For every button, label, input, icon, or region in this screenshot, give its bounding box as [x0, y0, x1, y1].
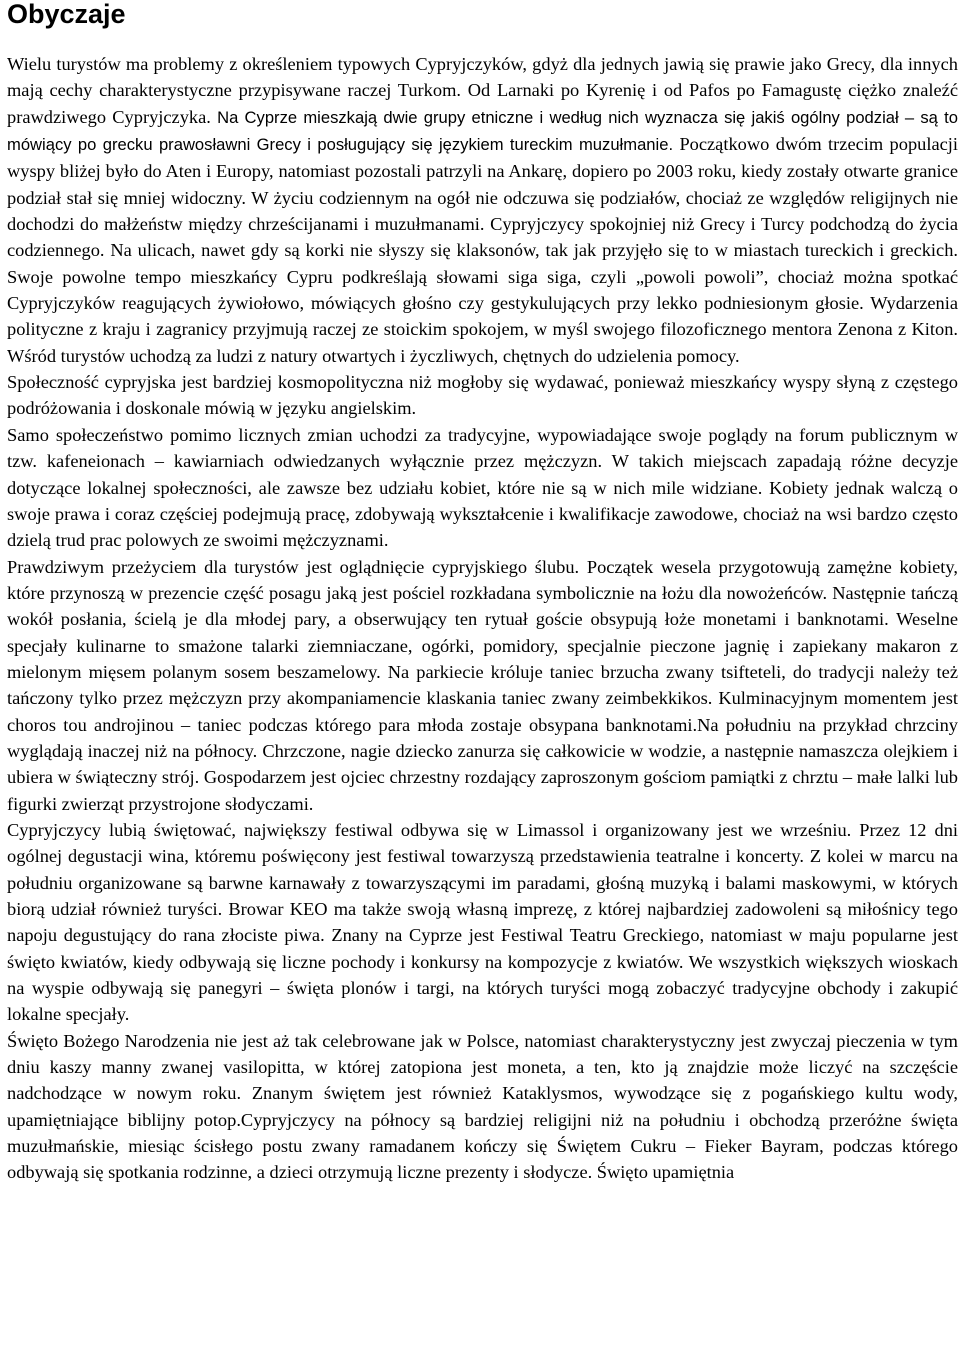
- title-spacer: [7, 28, 958, 51]
- body-paragraph: [7, 422, 958, 554]
- body-paragraph: [7, 554, 958, 817]
- paragraph-text: Społeczność cypryjska jest bardziej kosmopolityczna niż mogłoby się wydawać, ponieważ mieszkańcy wyspy słyną z częstego podróżowania i doskonale mówią w języku angielskim.: [7, 372, 958, 419]
- paragraph-text: Cypryjczycy lubią świętować, największy festiwal odbywa się w Limassol i organizowany jest we wrześniu. Przez 12 dni ogólnej degustacji wina, któremu poświęcony jest festiwal towarzyszą przedstawienia teatralne i koncerty. Z kolei w marcu na południu organizowane są barwne karnawały z towarzyszącymi im paradami, głośną muzyką i balami maskowymi, w których biorą udział również turyści. Browar KEO ma także swoją własną imprezę, z której najbardziej zadowoleni są miłośnicy tego napoju degustujący do rana złociste piwa. Znany na Cyprze jest Festiwal Teatru Greckiego, natomiast w maju popularne jest święto kwiatów, kiedy odbywają się liczne pochody i konkursy na kompozycje z kwiatów. We wszystkich większych wioskach na wyspie odbywają się panegyri – święta plonów i targi, na których turyści mogą zobaczyć tradycyjne obchody i zakupić lokalne specjały.: [7, 819, 958, 1025]
- paragraph-text: Samo społeczeństwo pomimo licznych zmian uchodzi za tradycyjne, wypowiadające swoje poglądy na forum publicznym w tzw. kafeneionach – kawiarniach odwiedzanych wyłącznie przez mężczyzn. W takich miejscach zapadają różne decyzje dotyczące lokalnej społeczności, ale zawsze bez udziału kobiet, które nie są w nich mile widziane. Kobiety jednak walczą o swoje prawa i coraz częściej podejmują pracę, zdobywają wykształcenie i kwalifikacje zawodowe, chociaż na wsi bardzo często dzielą trud prac polowych ze swoimi mężczyznami.: [7, 424, 958, 551]
- document-page: [7, 0, 958, 1370]
- page-title: Obyczaje: [7, 0, 126, 29]
- document-body: [7, 51, 958, 1186]
- paragraph-text: Prawdziwym przeżyciem dla turystów jest oglądnięcie cypryjskiego ślubu. Początek wesela przygotowują zamężne kobiety, które przynoszą w prezencie część posagu jaką jest pościel rozkładana symbolicznie na łożu dla nowożeńców. Następnie tańczą wokół posłania, ścielą je dla młodej pary, a obserwujący ten rytuał goście obsypują łoże monetami i banknotami. Weselne specjały kulinarne to smażone talarki ziemniaczane, ogórki, pomidory, specjalnie pieczone jagnię i zapiekany makaron z mielonym mięsem polanym sosem beszamelowy. Na parkiecie króluje taniec brzucha zwany tsifteteli, do tradycji należy też tańczony tylko przez mężczyzn przy akompaniamencie klaskania taniec zwany zeimbekkikos. Kulminacyjnym momentem jest choros tou androjinou – taniec podczas którego para młoda zostaje obsypana banknotami.Na południu na przykład chrzciny wyglądają inaczej niż na północy. Chrzczone, nagie dziecko zanurza się całkowicie w wodzie, a następnie namaszcza olejkiem i ubiera w świąteczny strój. Gospodarzem jest ojciec chrzestny rozdający zaproszonym gościom pamiątki z chrztu – małe lalki lub figurki zwierząt przystrojone słodyczami.: [7, 556, 958, 814]
- body-paragraph: [7, 817, 958, 1028]
- body-paragraph: [7, 369, 958, 422]
- paragraph-text: Wielu turystów ma problemy z określeniem typowych Cypryjczyków, gdyż dla jednych jawią się prawie jako Grecy, dla innych mają cechy charakterystyczne przypisywane raczej Turkom. Od Larnaki po Kyrenię i od Pafos po Famagustę ciężko znaleźć prawdziwego Cypryjczyka.: [7, 54, 958, 127]
- paragraph-text: Na Cyprze mieszkają dwie grupy etniczne i według nich wyznacza się jakiś ogólny podział – są to mówiący po grecku prawosławni Grecy i posługujący się językiem tureckim muzułmanie.: [7, 107, 958, 155]
- body-paragraph: [7, 51, 958, 369]
- body-paragraph: [7, 1028, 958, 1186]
- paragraph-text: Początkowo dwóm trzecim populacji wyspy bliżej było do Aten i Europy, natomiast pozostali patrzyli na Ankarę, dopiero po 2003 roku, kiedy zostały otwarte granice podział stał się mniej widoczny. W życiu codziennym na ogół nie odczuwa się podziałów, chociaż ze względów religijnych nie dochodzi do małżeństw między chrześcijanami i muzułmanami. Cypryjczycy spokojniej niż Grecy i Turcy podchodzą do życia codziennego. Na ulicach, nawet gdy są korki nie słyszy się klaksonów, tak jak przyjęło się to w miastach tureckich i greckich. Swoje powolne tempo mieszkańcy Cypru podkreślają słowami siga siga, czyli „powoli powoli”, chociaż można spotkać Cypryjczyków reagujących żywiołowo, mówiących głośno czy gestykulujących przy lekko podniesionym głosie. Wydarzenia polityczne z kraju i zagranicy przyjmują raczej ze stoickim spokojem, w myśl swojego filozoficznego mentora Zenona z Kiton. Wśród turystów uchodzą za ludzi z natury otwartych i życzliwych, chętnych do udzielenia pomocy.: [7, 134, 958, 366]
- paragraph-text: Święto Bożego Narodzenia nie jest aż tak celebrowane jak w Polsce, natomiast charakterystyczny jest zwyczaj pieczenia w tym dniu kaszy manny zwanej vasilopitta, w której zatopiona jest moneta, a ten, kto ją znajdzie może liczyć na szczęście nadchodzące w nowym roku. Znanym świętem jest również Kataklysmos, wywodzące się z pogańskiego kultu wody, upamiętniające biblijny potop.Cypryjczycy na północy są bardziej religijni niż na południu i obchodzą przeróżne święta muzułmańskie, miesiąc ścisłego postu zwany ramadanem kończy się Świętem Cukru – Fieker Bayram, podczas którego odbywają się spotkania rodzinne, a dzieci otrzymują liczne prezenty i słodycze. Święto upamiętnia: [7, 1030, 958, 1183]
